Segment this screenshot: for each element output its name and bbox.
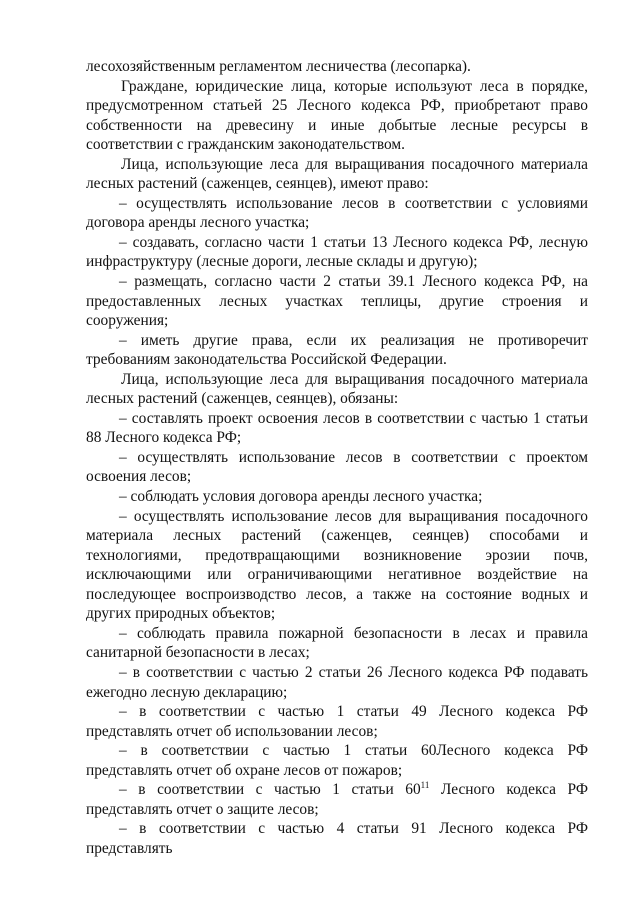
list-item: – в соответствии с частью 2 статьи 26 Лесного кодекса РФ подавать ежегодно лесную декларацию; xyxy=(86,663,588,701)
paragraph: Лица, использующие леса для выращивания посадочного материала лесных растений (саженцев, сеянцев), имеют право: xyxy=(86,155,588,193)
list-item: – соблюдать условия договора аренды лесного участка; xyxy=(119,488,483,506)
list-item xyxy=(86,780,588,819)
paragraph: Лица, использующие леса для выращивания посадочного материала лесных растений (саженцев, сеянцев), обязаны: xyxy=(86,370,588,408)
list-item: – осуществлять использование лесов в соответствии с проектом освоения лесов; xyxy=(86,448,588,486)
list-item-text: – в соответствии с частью 1 статьи 60 xyxy=(119,781,421,799)
list-item: – в соответствии с частью 1 статьи 60Лесного кодекса РФ представлять отчет об охране лесов от пожаров; xyxy=(86,742,588,779)
list-item: – иметь другие права, если их реализация не противоречит требованиям законодательства Российской Федерации. xyxy=(86,331,588,369)
list-item: – создавать, согласно части 1 статьи 13 Лесного кодекса РФ, лесную инфраструктуру (лесные дороги, лесные склады и другую); xyxy=(86,233,588,271)
list-item: – в соответствии с частью 1 статьи 49 Лесного кодекса РФ представлять отчет об использовании лесов; xyxy=(86,703,588,740)
document-body xyxy=(86,57,588,858)
list-item: – осуществлять использование лесов для выращивания посадочного материала лесных растений (саженцев, сеянцев) способами и технологиями, предотвращающими возникновение эрозии почв, исключающими или ограничивающими негативное воздействие на последующее воспроизводство лесов, а также на состояние водных и других природных объектов; xyxy=(86,507,588,623)
list-item-text: Лесного кодекса РФ представлять отчет о защите лесов; xyxy=(86,781,588,818)
paragraph: лесохозяйственным регламентом лесничества (лесопарка). xyxy=(86,58,471,75)
list-item: – соблюдать правила пожарной безопасности в лесах и правила санитарной безопасности в лесах; xyxy=(86,624,588,662)
list-item: – в соответствии с частью 4 статьи 91 Лесного кодекса РФ представлять xyxy=(86,820,588,857)
list-item: – составлять проект освоения лесов в соответствии с частью 1 статьи 88 Лесного кодекса РФ; xyxy=(86,409,588,447)
paragraph: Граждане, юридические лица, которые используют леса в порядке, предусмотренном статьей 25 Лесного кодекса РФ, приобретают право собственности на древесину и иные добытые лесные ресурсы в соответствии с гражданским законодательством. xyxy=(86,77,588,154)
list-item: – размещать, согласно части 2 статьи 39.1 Лесного кодекса РФ, на предоставленных лесных участках теплицы, другие строения и сооружения; xyxy=(86,273,588,330)
superscript: 11 xyxy=(420,780,430,791)
list-item: – осуществлять использование лесов в соответствии с условиями договора аренды лесного участка; xyxy=(86,194,588,232)
